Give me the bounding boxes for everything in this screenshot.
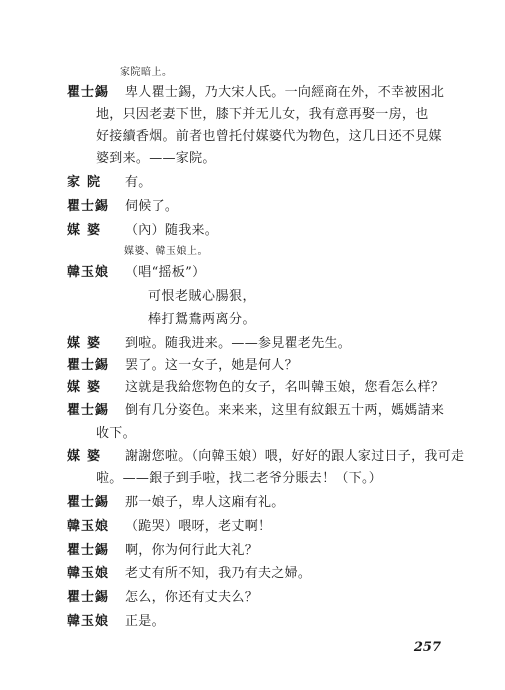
speaker-name: 媒婆 xyxy=(67,223,108,238)
dialogue-line xyxy=(0,333,505,355)
dialogue-text: （內）随我来。 xyxy=(125,223,219,238)
speaker-name: 瞿士錫 xyxy=(67,358,110,373)
dialogue-line xyxy=(0,423,505,445)
dialogue-text: 有。 xyxy=(125,175,152,190)
dialogue-line xyxy=(0,262,505,284)
dialogue-line xyxy=(0,126,505,148)
speaker-name: 媒婆 xyxy=(67,380,108,395)
dialogue-line xyxy=(0,563,505,585)
verse-line xyxy=(0,286,505,308)
dialogue-line xyxy=(0,172,505,194)
dialogue-line xyxy=(0,587,505,609)
speaker-name: 韓玉娘 xyxy=(67,519,110,534)
dialogue-line xyxy=(0,446,505,468)
dialogue-line xyxy=(0,148,505,170)
page-number: 257 xyxy=(413,640,441,655)
dialogue-text: 伺候了。 xyxy=(125,199,179,214)
dialogue-text: 地，只因老妻下世，膝下并无儿女，我有意再娶一房，也 xyxy=(96,107,429,122)
dialogue-text: 倒有几分姿色。来来来，这里有紋銀五十两，媽媽請来 xyxy=(125,403,445,418)
dialogue-text: 那一娘子，卑人这廂有礼。 xyxy=(125,495,285,510)
speaker-name: 韓玉娘 xyxy=(67,566,110,581)
dialogue-line xyxy=(0,196,505,218)
speaker-name: 瞿士錫 xyxy=(67,403,110,418)
dialogue-text: 怎么，你还有丈夫么？ xyxy=(125,590,259,605)
speaker-name: 韓玉娘 xyxy=(67,265,110,280)
dialogue-line xyxy=(0,611,505,633)
dialogue-text: 謝謝您啦。（向韓玉娘）喂，好好的跟人家过日子，我可走 xyxy=(125,449,465,464)
dialogue-text: 啦。——銀子到手啦，找二老爷分賬去！（下。） xyxy=(96,471,383,486)
stage-direction: 家院暗上。 xyxy=(120,67,173,78)
speaker-name: 韓玉娘 xyxy=(67,614,110,629)
dialogue-line xyxy=(0,377,505,399)
verse-line xyxy=(0,309,505,331)
dialogue-text: 罢了。这一女子，她是何人？ xyxy=(125,358,298,373)
dialogue-text: 婆到来。——家院。 xyxy=(96,151,216,166)
dialogue-line xyxy=(0,104,505,126)
verse-text: 可恨老賊心腸狠， xyxy=(148,289,257,304)
dialogue-text: 老丈有所不知，我乃有夫之婦。 xyxy=(125,566,312,581)
dialogue-line xyxy=(0,82,505,104)
verse-text: 棒打鴛鴦两离分。 xyxy=(148,312,257,327)
speaker-name: 媒婆 xyxy=(67,336,108,351)
dialogue-line xyxy=(0,468,505,490)
dialogue-text: 好接續香烟。前者也曾托付媒婆代为物色，这几日还不見媒 xyxy=(96,129,442,144)
speaker-name: 瞿士錫 xyxy=(67,543,110,558)
dialogue-text: 正是。 xyxy=(125,614,165,629)
dialogue-text: 卑人瞿士錫，乃大宋人氏。一向經商在外，不幸被困北 xyxy=(125,85,445,100)
dialogue-text: 收下。 xyxy=(96,426,136,441)
dialogue-line xyxy=(0,516,505,538)
speaker-name: 瞿士錫 xyxy=(67,590,110,605)
speaker-name: 家院 xyxy=(67,175,108,190)
dialogue-line xyxy=(0,220,505,242)
speaker-name: 瞿士錫 xyxy=(67,199,110,214)
dialogue-text: 啊，你为何行此大礼？ xyxy=(125,543,259,558)
dialogue-line xyxy=(0,540,505,562)
dialogue-line xyxy=(0,492,505,514)
speaker-name: 媒婆 xyxy=(67,449,108,464)
tune-label: （唱“摇板”） xyxy=(125,265,206,280)
dialogue-line xyxy=(0,400,505,422)
dialogue-text: 这就是我給您物色的女子，名叫韓玉娘，您看怎么样？ xyxy=(125,380,445,395)
speaker-name: 瞿士錫 xyxy=(67,495,110,510)
speaker-name: 瞿士錫 xyxy=(67,85,110,100)
dialogue-text: 到啦。随我进来。——参見瞿老先生。 xyxy=(125,336,352,351)
dialogue-text: （跪哭）喂呀，老丈啊！ xyxy=(125,519,272,534)
dialogue-line xyxy=(0,355,505,377)
stage-direction: 媒婆、韓玉娘上。 xyxy=(124,246,208,257)
